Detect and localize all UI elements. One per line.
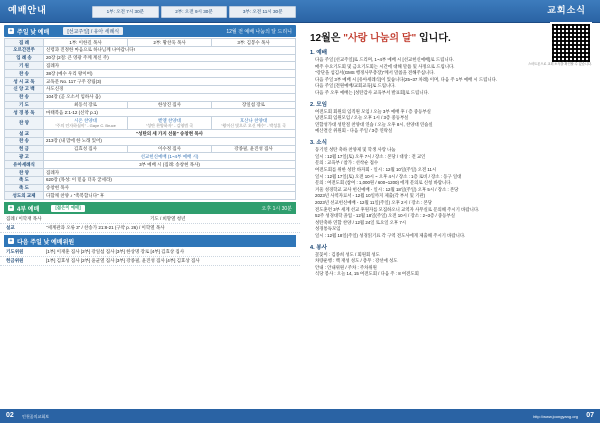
row-label: 찬 송 <box>5 70 44 78</box>
left-banner-title: 예배안내 <box>8 5 47 15</box>
news-item: 일시 : 12월 17일(토) 오후 7시 / 장소 : 본당 / 대상 : 전 교인 <box>315 153 426 159</box>
page-number: 02 <box>6 412 14 419</box>
row-cell: 3부 예배 시 (집례: 송창현 목사) <box>44 161 296 169</box>
row-label: 찬 양 <box>5 117 44 130</box>
row-label: 축 도 <box>5 184 44 192</box>
row-cell: 최동석 장로 <box>44 101 128 109</box>
row-cell <box>212 117 296 130</box>
table-row <box>5 176 296 184</box>
table-row <box>5 109 296 117</box>
section-next-week-committee <box>4 235 296 247</box>
news-item: 다음 주일 [선교주일]로 드리며, 1~4부 예배 시 [선교헌신예배]로 드립니다. <box>315 57 455 62</box>
row-cell: 38장 (예수 우리 왕이여) <box>44 70 296 78</box>
row-label: 찬 송 <box>5 93 44 101</box>
news-item: 차량운행 : 백 재성 성도 / 총무 : 강선애 성도 <box>315 258 398 264</box>
row-cell: 집례자 <box>44 169 296 177</box>
afternoon-prayer: 기도 / 희망열 청년 <box>150 216 186 222</box>
prayer-committee-label: 기도위원 <box>6 249 24 255</box>
service-order-table <box>4 38 296 200</box>
service-time-tab[interactable]: 1부: 오전 7시 30분 <box>92 6 159 18</box>
news-item: 연합성가대 성탄절 찬양대 연습 / 오늘 오후 8시, 찬양대 연습실 <box>315 121 433 127</box>
row-label: 광 고 <box>5 153 44 161</box>
afternoon-time: 오후 1시 30분 <box>261 205 292 212</box>
news-item: 동기연 성탄 축하 찬양제 및 학생 사랑 나눔 <box>315 147 396 153</box>
offering-committee-label: 헌금위원 <box>6 258 24 264</box>
news-item: 겨울 성경학교 교사 헌신예배 - 일시 : 12월 18일(주일) 오후 5시 / 장소 : 본당 <box>315 186 459 192</box>
plus-icon: + <box>9 238 13 245</box>
row-cell: 한상진 집사 <box>128 101 212 109</box>
news-item: 남전도회 임원모임 / 오늘 오후 1시 / 3층 중등부실 <box>315 115 409 121</box>
right-banner-title: 교회소식 <box>547 5 586 15</box>
choir-song: "왕이신 빛으로 오신 예수" - 박성훈 곡 <box>221 123 286 129</box>
news-item: 2023년 선교헌신예배 - 12월 11일(주일) 오후 2시 / 장소 : 본당 <box>315 199 433 205</box>
table-row <box>5 54 296 62</box>
headline-post: 입니다. <box>419 33 451 44</box>
choir-name: 벧엘 찬양대 <box>158 117 181 123</box>
news-item: 52주 성경대학 졸업 - 12월 18일(주일) 오전 10시 / 장소 : 2~3층 / 중등부실 <box>315 213 455 219</box>
row-cell: 송창현 목사 <box>44 184 296 192</box>
section-label: 4부 예배 <box>17 206 40 213</box>
row-label: 축 도 <box>5 176 44 184</box>
row-cell: 장일섭 장로 <box>212 101 296 109</box>
news-item: 다음 주 오후 예배는 [성탄감사 교육부서 발표회]로 드립니다. <box>315 90 429 96</box>
right-page <box>300 0 600 423</box>
row-cell: 20장 (2절: 큰 영광 주께 계신 주) <box>44 54 296 62</box>
news-section-heading: 3. 소식 <box>310 140 328 147</box>
news-item: 안내 : 안내위원 / 주차 : 주차위원 <box>315 264 377 270</box>
row-cell: 김효성 집사 <box>44 145 128 153</box>
row-cell: 집례자 <box>44 62 296 70</box>
footer-text: http://www.joongyang.org <box>533 413 578 419</box>
news-item: 식당 봉사 : 오늘 14, 15 여전도회 / 다음 주 : 8 여전도회 <box>315 271 419 277</box>
row-cell: 1부: 이한길 목사 <box>44 39 128 47</box>
row-cell: 마태복음 2:1-12 (신약 p.1) <box>44 109 296 117</box>
news-item: 문의 : 교육부 / 참가 : 선착순 접수 <box>315 160 379 166</box>
news-item: 전도훈련 3부 세계 선교 후원자를 모집하오니 교역자 사무실로 문의해 주시기 바랍니다. <box>315 206 480 212</box>
news-item: 꽃꽂이 : 김종희 성도 / 회원회 성도 <box>315 251 380 257</box>
footer-text: 인천꿈의교회보 <box>22 413 50 419</box>
row-cell <box>128 117 212 130</box>
row-cell: 교독문 No. 117 구주 강림(3) <box>44 78 296 86</box>
row-cell: 다함께 찬양 ♪ "촉복합니다" 후 <box>44 192 296 200</box>
page-title <box>310 29 590 44</box>
list-item <box>0 248 300 257</box>
left-banner <box>0 0 300 23</box>
table-row <box>5 161 296 169</box>
service-time-tab[interactable]: 3부: 오전 11시 30분 <box>229 6 296 18</box>
table-row <box>5 62 296 70</box>
list-item <box>0 215 300 224</box>
service-order-body <box>5 39 296 200</box>
table-row <box>5 129 296 137</box>
news-item: 일시 : 12월 18일(주일) 성경읽기표 각 구역 전도사에게 제출해 주시기 바랍니다. <box>315 233 466 239</box>
table-row-choir <box>5 117 296 130</box>
news-item: 매주 수요기도회 및 금요기도회는 시간에 대해 말씀 및 사정으로 드립니다. <box>315 63 455 69</box>
right-banner <box>300 0 600 23</box>
table-row <box>5 137 296 145</box>
row-label: 헌 금 <box>5 145 44 153</box>
row-cell: 104장 (곧 오소서 임하사 옵) <box>44 93 296 101</box>
table-row <box>5 184 296 192</box>
section-sunday-service <box>4 25 296 37</box>
section-tag-mission: [선교주일] / 유아 세례식 <box>63 27 123 35</box>
row-label: 유아세례식 <box>5 161 44 169</box>
table-row <box>5 70 296 78</box>
service-time-tab[interactable]: 2부: 오전 9시 30분 <box>161 6 228 18</box>
row-label: 신 앙 고 백 <box>5 85 44 93</box>
row-label: 기 원 <box>5 62 44 70</box>
news-item: 다음 주일 3부 예배 시 [유아세례식]이 있습니다(25~37 차례) 이며, 다음 주 1부 예배 시 드립니다. <box>315 76 498 82</box>
table-row <box>5 46 296 54</box>
table-row <box>5 101 296 109</box>
page-number: 07 <box>586 412 594 419</box>
offering-committee-value: [1부] 김효성 집사 [2부] 윤균열 집사 [3부] 강종필, 윤진성 집사 [4부] 김효상 집사 <box>46 258 200 264</box>
news-item: 문의 : 여전도회 (참여 : 1,000원 / 600~1200) 에게 문의로 신청 바랍니다. <box>315 180 452 186</box>
afternoon-leaders: 집례 / 이학재 목사 <box>6 216 42 222</box>
table-row <box>5 93 296 101</box>
news-item: "강단을 섬김서(GMS 행정사무총장)"께서 말씀을 전해주십니다. <box>315 70 435 76</box>
table-row <box>5 145 296 153</box>
row-label: 찬 양 <box>5 169 44 177</box>
row-label: 찬 송 <box>5 137 44 145</box>
qr-caption: 스마트폰으로 교회 소식을 확인할 수 있습니다. <box>528 62 592 66</box>
row-label: 집 례 <box>5 39 44 47</box>
row-cell: 3부: 김봉수 목사 <box>212 39 296 47</box>
news-item: 성경통독모임 <box>315 226 341 232</box>
section-afternoon-service <box>4 202 296 214</box>
news-section-heading: 1. 예배 <box>310 50 328 56</box>
news-item: 2023년 사역자료서 - 12월 10일까지 제출(각 부서 및 기관) <box>315 193 426 199</box>
row-cell: 신령과 진정한 마음으로 하나님께 나아갑니다! <box>44 46 296 54</box>
row-label: 성도의 교제 <box>5 192 44 200</box>
table-row <box>5 39 296 47</box>
table-row <box>5 192 296 200</box>
row-cell <box>44 117 128 130</box>
news-item: 여전도회를 위한 성탄 바자회 - 일시 : 12월 10일(주일) 오전 11시 <box>315 166 437 172</box>
choir-name: 호산나 찬양대 <box>239 117 268 123</box>
list-item <box>0 224 300 233</box>
news-item: 예산결산 위원회 - 다음 주일 / 3층 연락실 <box>315 128 393 134</box>
row-label: 설 교 <box>5 129 44 137</box>
table-row <box>5 78 296 86</box>
section-tag-youth: [젊은이 예배] <box>51 205 84 212</box>
news-item: 다음 주일 [전원예배/교회교육]로 드립니다. <box>315 83 396 89</box>
news-section-heading: 2. 모임 <box>310 101 328 108</box>
news-item: 일시 : 12월 17일(토) 오전 10시 ~ 오후 4시 / 장소 : 1층 로비 / 장소 : 동구 일대 <box>315 173 462 179</box>
section-label: 다음 주일 낮 예배위원 <box>17 239 75 246</box>
plus-icon: + <box>9 28 13 34</box>
choir-song: "성탄 찬양하자" - 김영범 곡 <box>145 123 194 129</box>
choir-song: "주의 인자하심이" - Gaye C. Bruce <box>55 123 116 129</box>
row-label: 성 경 봉 독 <box>5 109 44 117</box>
table-row <box>5 85 296 93</box>
row-label: 성 시 교 독 <box>5 78 44 86</box>
afternoon-sermon-label: 설교 <box>6 225 15 231</box>
news-section-heading: 4. 봉사 <box>310 244 328 251</box>
row-cell: 2부: 황찬욱 목사 <box>128 39 212 47</box>
row-cell: 강종필, 윤진성 집사 <box>212 145 296 153</box>
row-label: 입 례 송 <box>5 54 44 62</box>
qr-code-icon[interactable] <box>550 22 592 64</box>
row-cell: 선교헌신예배 (1~4부 예배 시) <box>44 153 296 161</box>
news-item: 성탄축하 연합 찬양 / 12월 24일 토요일 오후 7시 <box>315 219 407 225</box>
row-cell: 사도신경 <box>44 85 296 93</box>
section-tag-offering: 12월 전 예배 나눔의 달 드리니 <box>226 28 292 35</box>
left-footer <box>0 409 300 423</box>
afternoon-sermon-value: "세계관과 오류 3" / 찬송가 21:8-21 (구약 p. 26) / 이학열 목사 <box>46 225 165 231</box>
right-footer <box>300 409 600 423</box>
sermon-title: "성탄의 세 가지 선물" 송창현 목사 <box>44 129 296 137</box>
news-item: 여전도회 회원의 임직원 모임 / 오늘 3부 예배 후 / 층 중등부실 <box>315 108 431 114</box>
list-item <box>0 257 300 266</box>
prayer-committee-value: [1부] 이재훈 집사 [2부] 강일섭 집사 [3부] 한상명 장로 [4부] 김효상 집사 <box>46 249 185 255</box>
plus-icon: + <box>9 205 13 212</box>
row-cell: 213장 (내 맘에 한 노래 있어) <box>44 137 296 145</box>
headline-highlight: "사랑 나눔의 달" <box>343 33 417 44</box>
choir-name: 시온 찬양대 <box>74 117 97 123</box>
table-row <box>5 153 296 161</box>
service-time-tabs <box>92 6 296 18</box>
table-row <box>5 169 296 177</box>
news-body <box>310 48 590 278</box>
headline-pre: 12월은 <box>310 33 341 44</box>
row-cell: 이수정 집사 <box>128 145 212 153</box>
row-label: 오르간전주 <box>5 46 44 54</box>
section-label: 주일 낮 예배 <box>17 29 50 36</box>
row-label: 기 도 <box>5 101 44 109</box>
row-cell: 620장 (목성: 이 믿음 더욱 굳세라) <box>44 176 296 184</box>
